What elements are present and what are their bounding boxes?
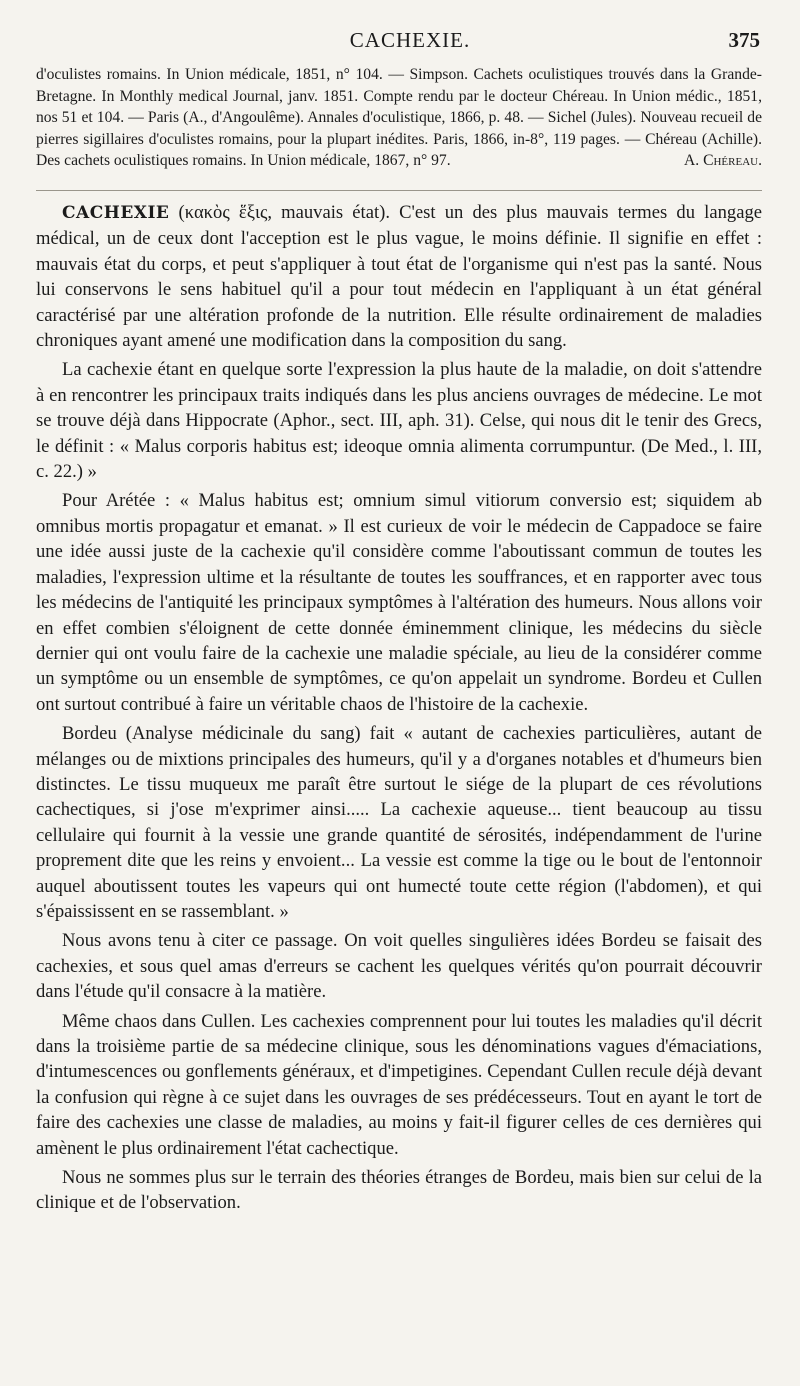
paragraph-3: Pour Arétée : « Malus habitus est; omnium simul vitiorum conversio est; siquidem ab omnibus mortis propagatur et emanat. » Il est curieux de voir le médecin de Cappadoce se faire une idée aussi juste de la cachexie qu'il considère comme l'aboutissant commun de toutes les maladies, l'expression ultime et la résultante de toutes les souffrances, et en rapporter avec tous les médecins de l'antiquité les principaux symptômes à l'altération des humeurs. Nous allons voir en effet combien s'éloignent de cette donnée éminemment clinique, les médecins du siècle dernier qui ont voulu faire de la cachexie une maladie spéciale, au lieu de la considérer comme un symptôme ou un ensemble de symptômes, ce qu'on appelait un syndrome. Bordeu et Cullen ont surtout contribué à faire un véritable chaos de l'histoire de la cachexie.	[36, 490, 762, 715]
paragraph-1	[36, 200, 762, 353]
paragraph-6: Même chaos dans Cullen. Les cachexies comprennent pour lui toutes les maladies qu'il décrit dans la troisième partie de sa médecine clinique, sous les dénominations vagues d'émaciations, d'intumescences ou gonflements généraux, et d'impetigines. Cependant Cullen recule déjà devant la confusion qui règne à ce sujet dans les ouvrages de ses prédécesseurs. Tout en ayant le tort de faire des cachexies une classe de maladies, au moins y fait-il figurer celles de ces dernières qui amènent le plus ordinairement l'état cachectique.	[36, 1010, 762, 1159]
author-signature: A. Chéreau.	[684, 152, 762, 170]
paragraph-5: Nous avons tenu à citer ce passage. On voit quelles singulières idées Bordeu se faisait des cachexies, et sous quel amas d'erreurs se cachent les quelques vérités qu'on pourrait découvrir dans l'étude qu'il consacre à la matière.	[36, 930, 762, 1003]
bibliography-block	[36, 64, 762, 172]
paragraph-2: La cachexie étant en quelque sorte l'expression la plus haute de la maladie, on doit s'attendre à en rencontrer les principaux traits indiqués dans les plus anciens ouvrages de médecine. Le mot se trouve déjà dans Hippocrate (Aphor., sect. III, aph. 31). Celse, qui nous dit le tenir des Grecs, le définit : « Malus corporis habitus est; ideoque omnia alimenta corrumpuntur. (De Med., l. III, c. 22.) »	[36, 359, 762, 483]
article-headword: CACHEXIE	[62, 203, 170, 223]
page-header	[60, 28, 760, 58]
paragraph-7: Nous ne sommes plus sur le terrain des théories étranges de Bordeu, mais bien sur celui de la clinique et de l'observation.	[36, 1167, 762, 1214]
page-number: 375	[728, 28, 760, 52]
running-title: CACHEXIE.	[349, 28, 471, 52]
paragraph-1-text: (κακὸς ἕξις, mauvais état). C'est un des plus mauvais termes du langage médical, un de ceux dont l'acception est le plus vague, le moins définie. Il signifie en effet : mauvais état du corps, et peut s'appliquer à tout état de l'organisme qui n'est pas la santé. Nous lui conservons le sens habituel qu'il a pour tout médecin en l'appliquant à un état général caractérisé par une altération profonde de la nutrition. Elle résulte ordinairement de maladies chroniques ayant amené une modification dans la composition du sang.	[36, 202, 762, 352]
section-divider	[36, 190, 762, 191]
bibliography-text: d'oculistes romains. In Union médicale, 1851, n° 104. — Simpson. Cachets oculistiques trouvés dans la Grande-Bretagne. In Monthly medical Journal, janv. 1851. Compte rendu par le docteur Chéreau. In Union médic., 1851, nos 51 et 104. — Paris (A., d'Angoulême). Annales d'oculistique, 1866, p. 48. — Sichel (Jules). Nouveau recueil de pierres sigillaires d'oculistes romains, pour la plupart inédites. Paris, 1866, in-8°, 119 pages. — Chéreau (Achille). Des cachets oculistiques romains. In Union médicale, 1867, n° 97.	[36, 66, 762, 170]
paragraph-4: Bordeu (Analyse médicinale du sang) fait « autant de cachexies particulières, autant de mélanges ou de mixtions principales des humeurs, qu'il y a d'organes notables et d'humeurs bien distinctes. Le tissu muqueux me paraît être surtout le siége de la plupart de ces révolutions cachectiques, si j'ose m'exprimer ainsi..... La cachexie aqueuse... tient beaucoup au tissu cellulaire qui fournit à la vessie une grande quantité de sérosités, indépendamment de l'urine proprement dite que les reins y envoient... La vessie est comme la tige ou le bout de l'entonnoir auquel aboutissent toutes les vapeurs qui ont humecté toute cette région (l'abdomen), et qui s'épaississent en se rassemblant. »	[36, 723, 762, 922]
article-body	[36, 200, 762, 1220]
